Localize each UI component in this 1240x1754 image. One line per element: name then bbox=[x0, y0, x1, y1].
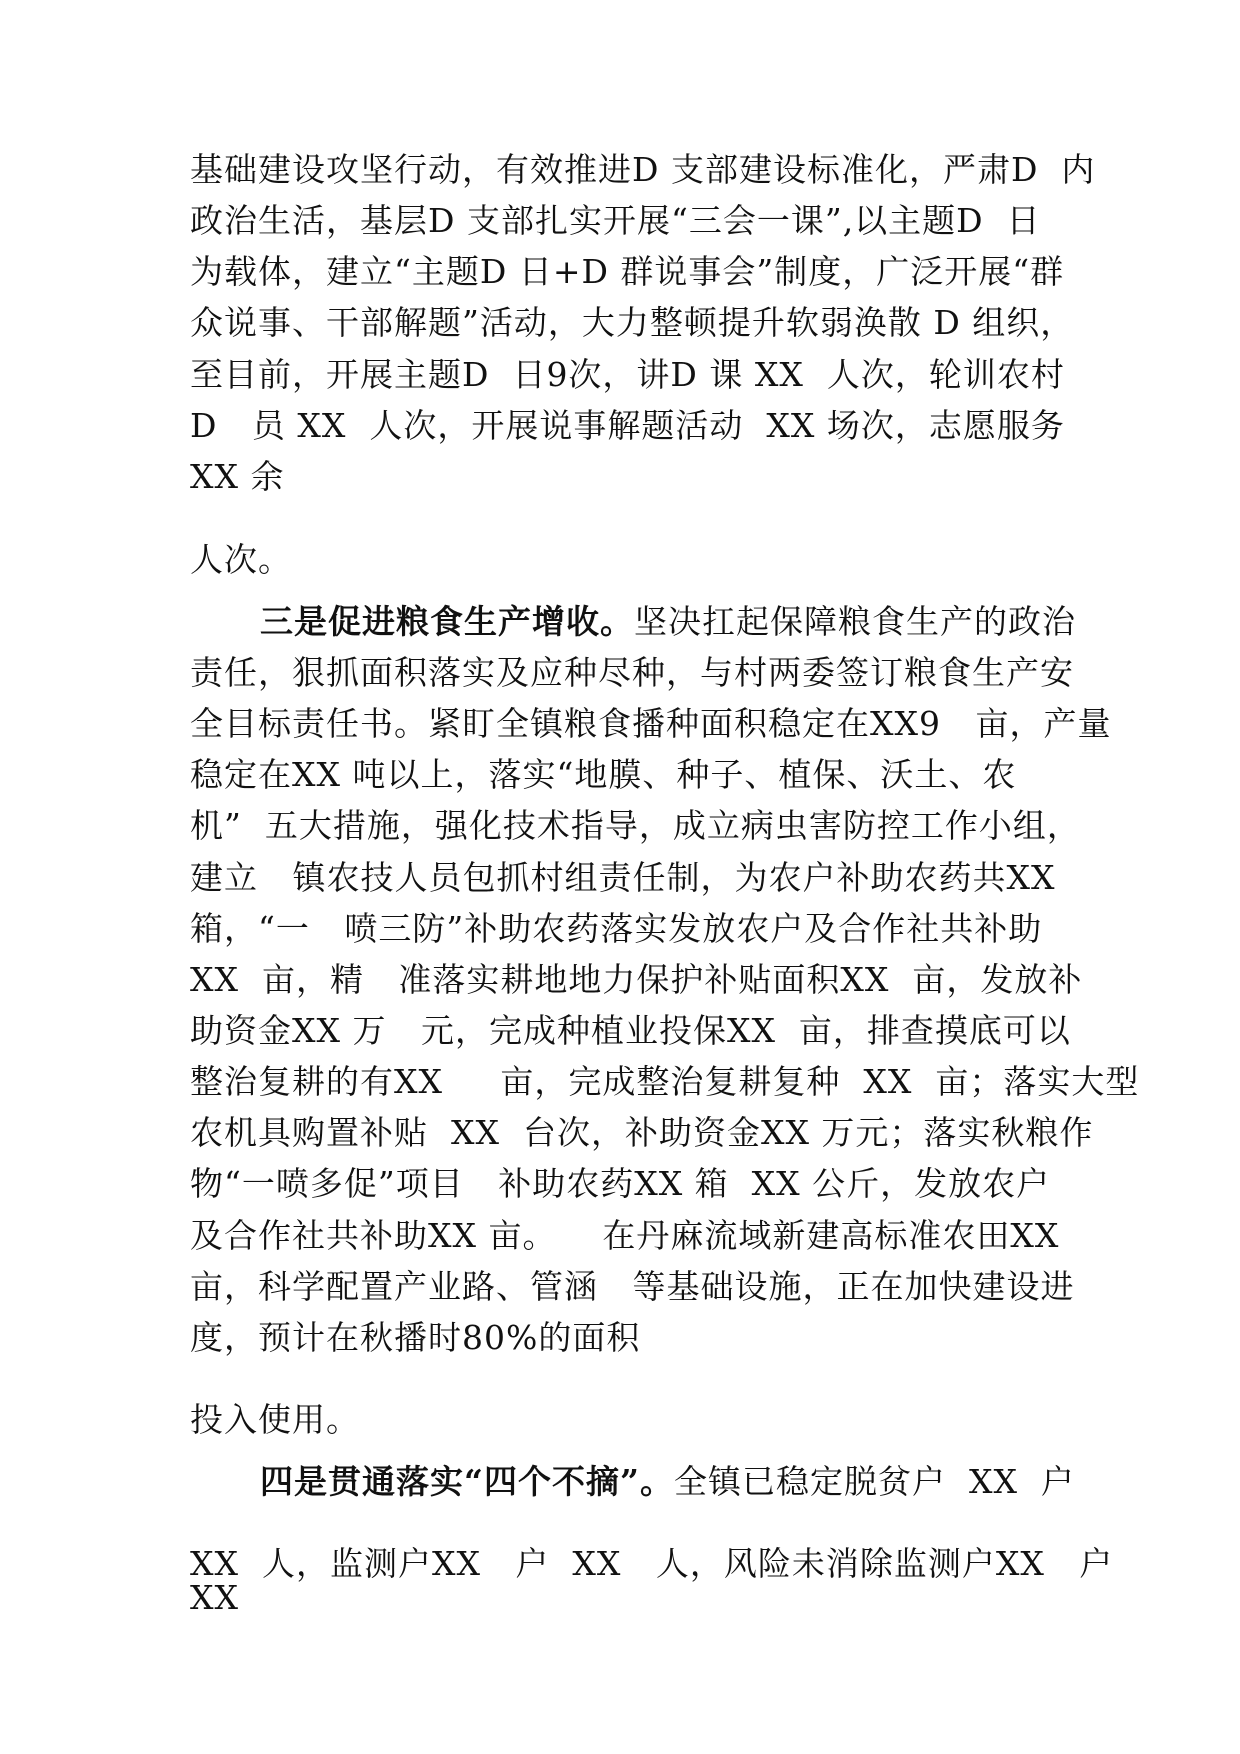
paragraph-2-line-5: 机” 五大措施，强化技术指导，成立病虫害防控工作小组， bbox=[190, 806, 1081, 845]
paragraph-3-line-2: XX 人，监测户XX 户 XX 人，风险未消除监测户XX 户 bbox=[190, 1544, 1114, 1583]
paragraph-1-line-2: 政治生活，基层D 支部扎实开展“三会一课”,以主题D 日 bbox=[190, 201, 1041, 240]
paragraph-2-line-6: 建立 镇农技人员包抓村组责任制，为农户补助农药共XX bbox=[190, 858, 1056, 897]
paragraph-2-first-line-text: 坚决扛起保障粮食生产的政治 bbox=[634, 602, 1076, 641]
paragraph-1-line-1: 基础建设攻坚行动，有效推进D 支部建设标准化，严肃D 内 bbox=[190, 150, 1096, 189]
paragraph-2-line-11: 农机具购置补贴 XX 台次，补助资金XX 万元；落实秋粮作 bbox=[190, 1113, 1094, 1152]
paragraph-2-first-line bbox=[260, 602, 1140, 642]
paragraph-2-line-2: 责任，狠抓面积落实及应种尽种，与村两委签订粮食生产安 bbox=[190, 653, 1074, 692]
paragraph-2-line-7: 箱，“一 喷三防”补助农药落实发放农户及合作社共补助 bbox=[190, 909, 1043, 948]
paragraph-2-line-16: 投入使用。 bbox=[190, 1400, 360, 1439]
paragraph-3-line-3: XX bbox=[190, 1578, 239, 1617]
paragraph-2-line-9: 助资金XX 万 元，完成种植业投保XX 亩，排查摸底可以 bbox=[190, 1011, 1071, 1050]
paragraph-1-line-8: 人次。 bbox=[190, 540, 292, 579]
paragraph-3-first-line-text: 全镇已稳定脱贫户 XX 户 bbox=[673, 1462, 1075, 1501]
paragraph-1-line-5: 至目前，开展主题D 日9次，讲D 课 XX 人次，轮训农村 bbox=[190, 355, 1065, 394]
paragraph-1-line-7: XX 余 bbox=[190, 457, 285, 496]
paragraph-2-line-10: 整治复耕的有XX 亩，完成整治复耕复种 XX 亩；落实大型 bbox=[190, 1062, 1140, 1101]
paragraph-2-lead: 三是促进粮食生产增收。 bbox=[260, 602, 634, 641]
paragraph-2-line-8: XX 亩，精 准落实耕地地力保护补贴面积XX 亩，发放补 bbox=[190, 960, 1083, 999]
paragraph-1-line-3: 为载体，建立“主题D 日+D 群说事会”制度，广泛开展“群 bbox=[190, 252, 1065, 291]
paragraph-2-line-3: 全目标责任书。紧盯全镇粮食播种面积稳定在XX9 亩，产量 bbox=[190, 704, 1112, 743]
paragraph-2-line-12: 物“一喷多促”项目 补助农药XX 箱 XX 公斤，发放农户 bbox=[190, 1164, 1051, 1203]
paragraph-1-line-6: D 员 XX 人次，开展说事解题活动 XX 场次，志愿服务 bbox=[190, 406, 1065, 445]
paragraph-2-line-4: 稳定在XX 吨以上，落实“地膜、种子、植保、沃土、农 bbox=[190, 755, 1017, 794]
paragraph-2-line-15: 度，预计在秋播时80%的面积 bbox=[190, 1318, 641, 1357]
paragraph-3-lead: 四是贯通落实“四个不摘”。 bbox=[260, 1462, 674, 1501]
paragraph-1-line-4: 众说事、干部解题”活动，大力整顿提升软弱涣散 D 组织， bbox=[190, 303, 1075, 342]
paragraph-2-line-13: 及合作社共补助XX 亩。 在丹麻流域新建高标准农田XX bbox=[190, 1216, 1060, 1255]
paragraph-2-line-14: 亩，科学配置产业路、管涵 等基础设施，正在加快建设进 bbox=[190, 1267, 1075, 1306]
paragraph-3-first-line bbox=[260, 1462, 1140, 1502]
